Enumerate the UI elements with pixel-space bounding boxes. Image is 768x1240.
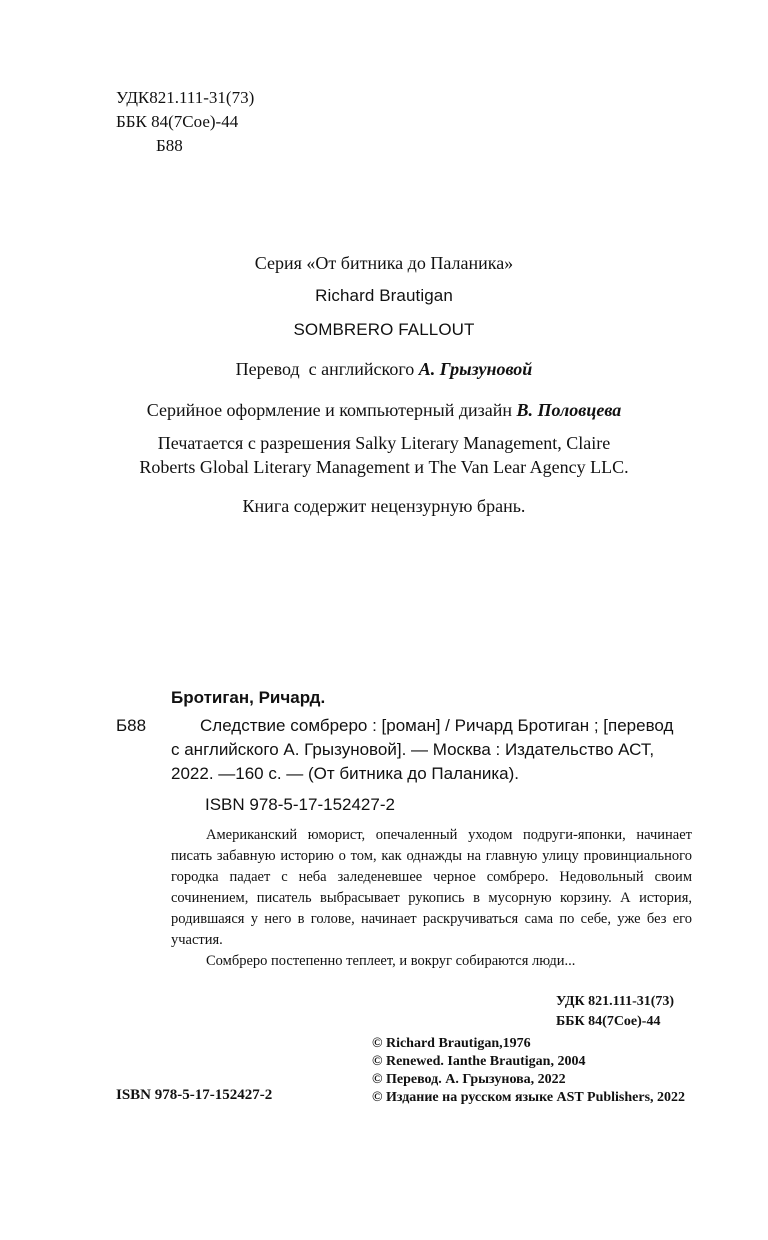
copyright-2: © Renewed. Ianthe Brautigan, 2004	[372, 1054, 586, 1069]
author-sign-code: Б88	[156, 136, 183, 155]
footer-isbn: ISBN 978-5-17-152427-2	[116, 1087, 273, 1103]
catalog-bbk: ББК 84(7Сое)-44	[556, 1014, 661, 1029]
catalog-line-2: с английского А. Грызуновой]. — Москва : Издательство АСТ,	[171, 740, 655, 759]
design-line	[0, 400, 768, 421]
original-title: SOMBRERO FALLOUT	[293, 320, 475, 339]
translation-prefix: Перевод с английского	[235, 359, 415, 379]
catalog-line-1: Следствие сомбреро : [роман] / Ричард Бротиган ; [перевод	[200, 716, 674, 735]
annotation-paragraph-1: Американский юморист, опечаленный уходом подруги-японки, начинает писать забавную историю о том, как однажды на главную улицу провинциального городка падает с неба заледеневшее черное сомбреро. Недовольный своим сочинением, писатель выбрасывает рукопись в мусорную корзину. А история, родившаяся у него в голове, начинает раскручиваться сама по себе, уже без его участия.	[171, 827, 692, 948]
catalog-udk: УДК 821.111-31(73)	[556, 994, 675, 1009]
annotation-paragraph-2: Сомбреро постепенно теплеет, и вокруг собираются люди...	[206, 953, 576, 969]
series-line: Серия «От битника до Паланика»	[254, 253, 514, 273]
translation-line	[0, 359, 768, 380]
copyright-1: © Richard Brautigan,1976	[372, 1036, 531, 1051]
catalog-code: Б88	[116, 716, 147, 735]
catalog-isbn: ISBN 978-5-17-152427-2	[205, 795, 395, 814]
udk-code: УДК821.111-31(73)	[116, 88, 255, 107]
catalog-line-3: 2022. —160 с. — (От битника до Паланика).	[171, 764, 519, 783]
designer-name: В. Половцева	[516, 400, 622, 420]
permission-line-2: Roberts Global Literary Management и The Van Lear Agency LLC.	[139, 457, 629, 477]
content-warning: Книга содержит нецензурную брань.	[242, 496, 526, 516]
bbk-code: ББК 84(7Сое)-44	[116, 112, 239, 131]
original-author: Richard Brautigan	[315, 286, 453, 305]
copyright-3: © Перевод. А. Грызунова, 2022	[372, 1072, 566, 1087]
annotation	[171, 825, 692, 972]
catalog-author-heading: Бротиган, Ричард.	[171, 688, 326, 707]
permission-line-1: Печатается с разрешения Salky Literary Management, Claire	[157, 433, 611, 453]
copyright-4: © Издание на русском языке AST Publishers, 2022	[372, 1090, 686, 1105]
translator-name: А. Грызуновой	[418, 359, 533, 379]
design-prefix: Серийное оформление и компьютерный дизайн	[146, 400, 512, 420]
